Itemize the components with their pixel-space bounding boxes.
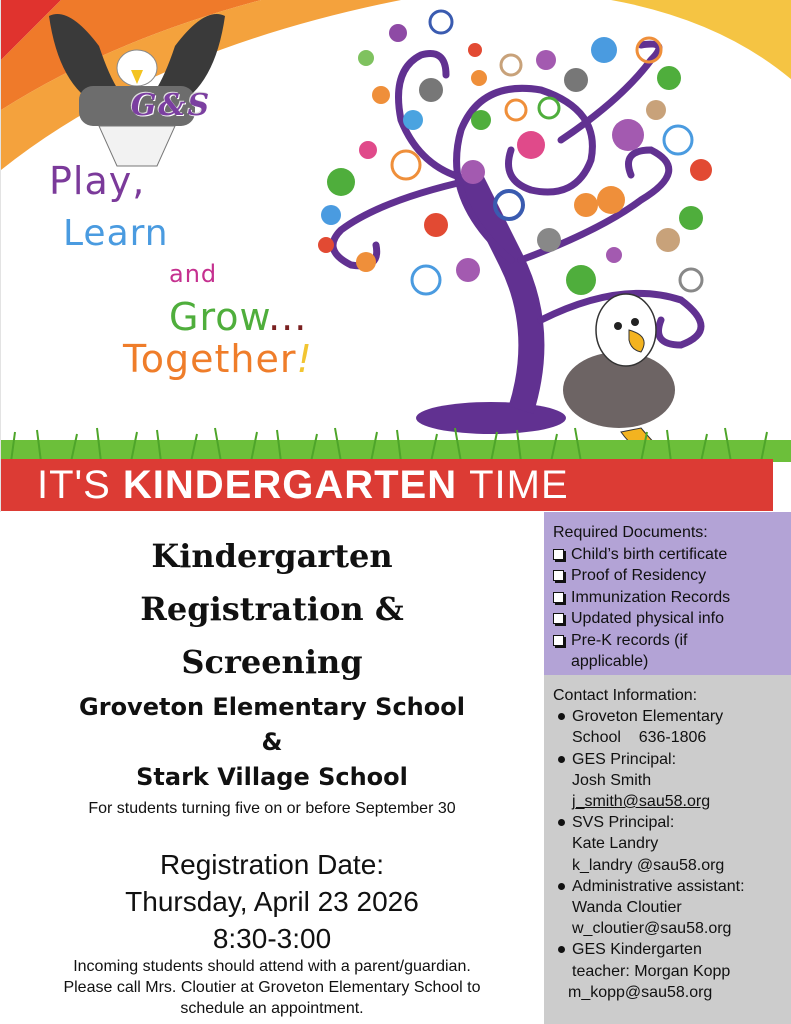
note-line: Please call Mrs. Cloutier at Groveton Elementary School to — [63, 979, 481, 996]
contact-role: GES Principal: — [572, 750, 677, 768]
contact-name: teacher: Morgan Kopp — [572, 962, 731, 980]
required-documents-panel — [544, 512, 791, 675]
contact-email: k_landry @sau58.org — [572, 856, 725, 874]
document-label: Proof of Residency — [571, 567, 707, 584]
checkbox-icon — [553, 592, 564, 603]
checkbox-icon — [553, 635, 564, 646]
document-label: Pre-K records (if applicable) — [571, 631, 688, 670]
document-label: Child’s birth certificate — [571, 545, 728, 563]
documents-heading: Required Documents: — [553, 524, 708, 541]
contact-item — [553, 812, 791, 876]
eligibility-text: For students turning five on or before September 30 — [88, 800, 456, 817]
registration-label: Registration Date: — [159, 849, 385, 880]
contact-item — [553, 876, 791, 940]
ges-eagle-logo — [39, 6, 235, 172]
document-item — [553, 587, 791, 609]
contact-email: m_kopp@sau58.org — [568, 983, 713, 1001]
contact-role: GES Kindergarten — [572, 941, 702, 959]
school-names — [0, 690, 544, 795]
registration-date: Thursday, April 23 2026 — [125, 886, 419, 917]
document-label: Immunization Records — [571, 588, 731, 606]
slogan-grow — [169, 295, 308, 339]
banner-prefix: IT'S — [37, 462, 111, 507]
title-line: Kindergarten — [151, 537, 393, 575]
school-name: Stark Village School — [136, 763, 408, 791]
slogan-grow-word: Grow — [169, 295, 269, 339]
slogan-learn: Learn — [63, 213, 169, 254]
contact-item — [553, 749, 791, 813]
banner-suffix: TIME — [469, 462, 569, 507]
attendance-note — [0, 956, 544, 1019]
logo-text: G&S — [130, 88, 212, 123]
banner-bold: KINDERGARTEN — [122, 462, 458, 507]
slogan-play: Play, — [49, 159, 146, 203]
slogan-grow-dots: ... — [268, 295, 308, 339]
contact-information-panel — [544, 675, 791, 1024]
document-label: Updated physical info — [571, 610, 724, 627]
contact-name: Kate Landry — [572, 835, 659, 853]
slogan-together — [123, 337, 313, 381]
registration-time: 8:30-3:00 — [212, 923, 332, 954]
slogan-and: and — [169, 260, 218, 288]
documents-list — [553, 544, 791, 673]
contact-list — [553, 706, 791, 1003]
document-item — [553, 630, 761, 673]
title-line: Registration & — [140, 590, 404, 628]
contact-heading: Contact Information: — [553, 687, 698, 704]
contact-role: Administrative assistant: — [572, 877, 745, 895]
contact-line: Groveton Elementary — [572, 708, 724, 726]
main-info — [0, 512, 544, 1024]
contact-email: w_cloutier@sau58.org — [572, 920, 732, 938]
note-line: schedule an appointment. — [180, 1000, 364, 1017]
document-item — [553, 544, 791, 566]
note-line: Incoming students should attend with a parent/guardian. — [73, 958, 471, 975]
contact-name: Wanda Cloutier — [572, 899, 682, 917]
school-ampersand: & — [261, 728, 283, 756]
document-item — [553, 608, 791, 630]
contact-name: Josh Smith — [572, 771, 652, 789]
registration-info — [0, 846, 544, 957]
school-name: Groveton Elementary School — [79, 693, 465, 721]
contact-role: SVS Principal: — [572, 814, 675, 832]
checkbox-icon — [553, 613, 564, 624]
checkbox-icon — [553, 570, 564, 581]
checkbox-icon — [553, 549, 564, 560]
contact-item — [553, 939, 791, 1003]
title-line: Screening — [181, 643, 363, 681]
kindergarten-time-banner — [1, 459, 773, 511]
page-title — [0, 530, 544, 689]
document-item — [553, 565, 791, 587]
slogan-together-bang: ! — [296, 337, 313, 381]
contact-phone: School 636-1806 — [572, 729, 707, 747]
contact-email-link[interactable]: j_smith@sau58.org — [572, 793, 711, 811]
slogan-together-word: Together — [123, 337, 297, 381]
contact-item — [553, 706, 791, 748]
